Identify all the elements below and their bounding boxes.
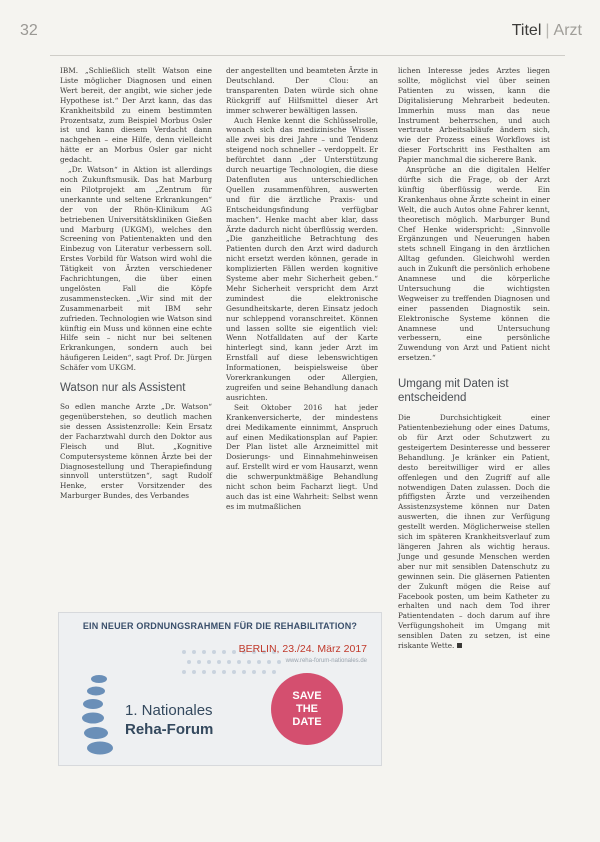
event-title-line1: 1. Nationales: [125, 702, 213, 719]
event-title-line2: Reha-Forum: [125, 721, 214, 738]
subsection-label: Arzt: [553, 22, 582, 39]
body-paragraph: Auch Henke kennt die Schlüsselrolle, wonach sich das medizinische Wissen alle zwei bis drei Jahre – und Tendenz steigend noch schneller – verdoppelt. Er befürchtet dann „der Unterstützung durch neuartige Technologien, die diese Datenfluten aus unterschiedlichen Quellen zusammenführen, auswerten und für die ärztliche Praxis- und Entscheidungsfindung verfügbar machen“. Henke macht aber klar, dass Ärzte dadurch nicht überflüssig werden. „Die ganzheitliche Betrachtung des Patienten durch den Arzt wird dadurch nicht ersetzt werden können, gerade in komplizierten Fällen werden kognitive Systeme aber mehr Sicherheit geben.“ Mehr Sicherheit verspricht dem Arzt zumindest die elektronische Gesundheitskarte, deren Einsatz jedoch nur schleppend voranschreitet. Können und lassen sollte sie eigentlich viel: Wenn Notfalldaten auf der Karte hinterlegt sind, kann jeder Arzt im Ernstfall auf diese lebenswichtigen Informationen, beispielsweise über Vorerkrankungen oder Allergien, zugreifen und seine Behandlung danach ausrichten.: [226, 115, 378, 402]
header-separator: |: [545, 22, 550, 39]
header-rule: [50, 55, 565, 56]
article-column-1: [60, 66, 212, 501]
body-paragraph: IBM. „Schließlich stellt Watson eine Liste möglicher Diagnosen und einen Wert bereit, der angibt, wie sicher jede Hypothese ist.“ Der Arzt kann, das das Krankheitsbild zu einem bestimmten Prozentsatz, zum Beispiel Morbus Osler ist und kann diesem Verdacht dann nachgehen – eine Hilfe, denn vielleicht hätte er an Morbus Osler gar nicht gedacht.: [60, 66, 212, 165]
ad-headline: EIN NEUER ORDNUNGSRAHMEN FÜR DIE REHABILITATION?: [82, 621, 358, 631]
body-paragraph: Ansprüche an die digitalen Helfer dürfte sich die Frage, ob der Arzt künftig überflüssig werde. Ein Krankenhaus ohne Ärzte scheint in einer Welt, die auch Autos ohne Fahrer kennt, theoretisch möglich. Marburger Bund Chef Henke widerspricht: „Sinnvolle Ergänzungen und Neuerungen haben stets schnell Eingang in den ärztlichen Alltag gefunden. Gleichwohl werden auch in Zukunft die persönlich erhobene Anamnese und die körperliche Untersuchung die wichtigsten Wegweiser zu treffenden Diagnosen und einer passenden Diagnostik sein. Elektronische Systeme können die Anamnese und Untersuchung verbessern, eine persönliche Zuwendung von Arzt und Patient nicht ersetzen.“: [398, 165, 550, 363]
body-paragraph: lichen Interesse jedes Arztes liegen sollte, möglichst viel über seinen Patienten zu wissen, kann die Digitalisierung Mehrarbeit bedeuten. Immerhin muss man das neue Instrument beherrschen, und auch vertraute Arbeitsabläufe ändern sich, wie der Prozess eines Workflows ist dieser Fortschritt ins Festhalten am Papier manchmal die sicherere Bank.: [398, 66, 550, 165]
article-column-3: [398, 66, 550, 651]
body-paragraph: [398, 413, 550, 651]
article-column-2: [226, 66, 378, 512]
stamp-line: THE: [296, 703, 318, 715]
stamp-line: DATE: [292, 716, 322, 728]
save-the-date-stamp: [271, 673, 343, 745]
end-mark: [457, 643, 462, 648]
subheading: Umgang mit Daten ist entscheidend: [398, 378, 509, 405]
page-number: 32: [20, 22, 38, 39]
reha-forum-advertisement: [58, 612, 382, 766]
event-url: www.reha-forum-nationales.de: [285, 658, 367, 664]
body-paragraph: der angestellten und beamteten Ärzte in Deutschland. Der Clou: an transparenten Daten würde sich ohne Rückgriff auf Hilfsmittel dieser Art immer schwerer bewältigen lassen.: [226, 66, 378, 115]
spine-logo-icon: [69, 671, 119, 761]
subheading: Watson nur als Assistent: [60, 382, 186, 395]
body-paragraph: Seit Oktober 2016 hat jeder Krankenversicherte, der mindestens drei Medikamente einnimmt, Anspruch auf einen Medikationsplan auf Papier. Der Plan listet alle Arzneimittel mit Dosierungs- und Einnahmehinweisen auf. Erstellt wird er vom Hausarzt, wenn die schwerpunktmäßige Behandlung nicht schon beim Facharzt liegt. Und auch das ist eine Wahrheit: Selbst wenn es im mutmaßlichen: [226, 402, 378, 511]
body-paragraph: „Dr. Watson“ in Aktion ist allerdings noch Zukunftsmusik. Das hat Marburg ein Pilotprojekt am „Zentrum für unerkannte und seltene Erkrankungen“ der von der Rhön-Klinikum AG betriebenen Universitätskliniken Gießen und Marburg (UKGM), welches den Screening von Patientenakten und den Einbezug von Literatur verbessern soll. Erstes Vorbild für Watson wird wohl die Tätigkeit von Ärzten verschiedener Fachrichtungen, die über einen ungelösten Fall die Köpfe zusammenstecken. „Wir sind mit der Zusammenarbeit mit IBM sehr zufrieden. Technologien wie Watson sind künftig ein Muss und können eine echte Hilfe sein – nicht nur bei seltenen Erkrankungen, sondern auch bei häufigeren Leiden“, sagt Prof. Dr. Jürgen Schäfer vom UKGM.: [60, 165, 212, 373]
closing-paragraph-text: Die Durchsichtigkeit einer Patientenbeziehung oder eines Datums, ob für Arzt oder Schutzwert zu gesteigertem Desinteresse und besserer Behandlung. Je kränker ein Patient, desto bereitwilliger wird er alles offenlegen und den Zugriff auf alle notwendigen Daten zulassen. Doch die pfiffigsten Ärzte und verzeihenden Assistenzsysteme können nur Daten auswerten, die ihnen zur Verfügung gestellt werden. Möglicherweise stellen sich im späteren Krankheitsverlauf zum längeren Jahren als wichtig heraus. Junge und gesunde Menschen werden aber nur mit sensiblen Datenschutz zu gewinnen sein. Die gläsernen Patienten der Zukunft mögen die Reise auf Facebook posten, um beim Katheter zu erhalten und nach dem Tod ihrer Patientendaten – doch darum auf ihre Verfügungshoheit im Umgang mit sensiblen Daten zu setzen, ist eine riskante Wette.: [398, 413, 550, 651]
stamp-line: SAVE: [292, 690, 322, 702]
section-label: Titel: [511, 22, 542, 39]
event-title: [125, 701, 213, 739]
body-paragraph: So edlen manche Arzte „Dr. Watson“ gegenüberstehen, so deutlich machen sie dessen Assistenzrolle: Kein Ersatz der Facharztwahl durch den Doktor aus Fleisch und Blut. „Kognitive Computersysteme können Ärzte bei der Diagnosestellung und Therapiefindung sinnvoll unterstützen“, sagt Rudolf Henke, erster Vorsitzender des Marburger Bundes, des Verbandes: [60, 402, 212, 501]
running-header: [512, 22, 582, 40]
event-date: BERLIN, 23./24. März 2017: [238, 643, 367, 655]
